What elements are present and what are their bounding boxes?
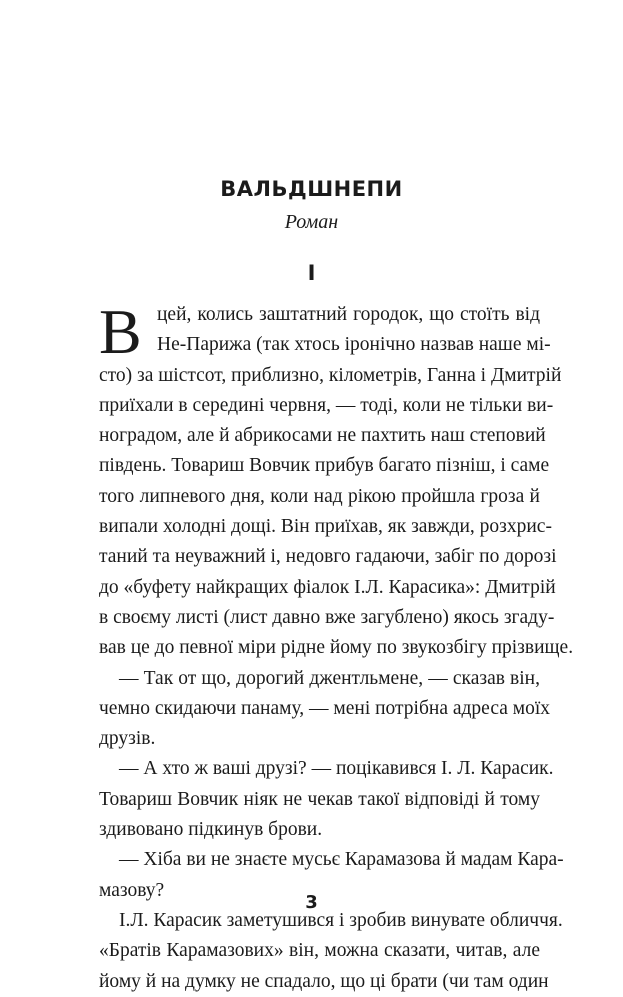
text-line: ноградом, але й абрикосами не пахтить наш степовий xyxy=(99,425,546,447)
text-line: чемно скидаючи панаму, — мені потрібна адреса моїх xyxy=(99,697,551,719)
text-line: Не-Парижа (так хтось іронічно назвав наше мі- xyxy=(157,334,551,356)
page-subtitle: Роман xyxy=(284,211,339,233)
text-line: І.Л. Карасик заметушився і зробив винувате обличчя. xyxy=(119,909,563,931)
text-line: до «буфету найкращих фіалок І.Л. Карасика»: Дмитрій xyxy=(99,576,556,598)
text-line: — Так от що, дорогий джентльмене, — сказав він, xyxy=(119,667,540,689)
drop-cap: В xyxy=(99,296,142,367)
text-line: — Хіба ви не знаєте мусьє Карамазова й мадам Кара- xyxy=(119,849,564,871)
text-line: приїхали в середині червня, — тоді, коли не тільки ви- xyxy=(99,394,554,416)
page-title: ВАЛЬДШНЕПИ xyxy=(220,177,403,201)
text-line: — А хто ж ваші друзі? — поцікавився І. Л. Карасик. xyxy=(119,758,554,780)
text-line: «Братів Карамазових» він, можна сказати, читав, але xyxy=(99,940,540,962)
text-line: сто) за шістсот, приблизно, кілометрів, Ганна і Дмитрій xyxy=(99,364,562,386)
text-line: цей, колись заштатний городок, що стоїть від xyxy=(157,304,540,325)
text-line: друзів. xyxy=(99,728,156,750)
text-line: Товариш Вовчик ніяк не чекав такої відповіді й тому xyxy=(99,788,540,810)
text-line: того липневого дня, коли над рікою пройшла гроза й xyxy=(99,485,540,507)
text-line: випали холодні дощі. Він приїхав, як завжди, розхрис- xyxy=(99,516,552,538)
text-line: південь. Товариш Вовчик прибув багато пізніш, і саме xyxy=(99,455,550,477)
text-line: в своєму листі (лист давно вже загублено) якось згаду- xyxy=(99,606,555,628)
text-line: таний та неуважний і, недовго гадаючи, забіг по дорозі xyxy=(99,546,557,568)
chapter-number: І xyxy=(307,261,316,285)
text-line: вав це до певної міри рідне йому по звукозбігу прізвище. xyxy=(99,637,574,659)
text-line: йому й на думку не спадало, що ці брати (чи там один xyxy=(99,970,549,992)
text-line: здивовано підкинув брови. xyxy=(99,819,323,841)
text-line: мазову? xyxy=(99,879,165,901)
page-number: 3 xyxy=(305,892,318,913)
